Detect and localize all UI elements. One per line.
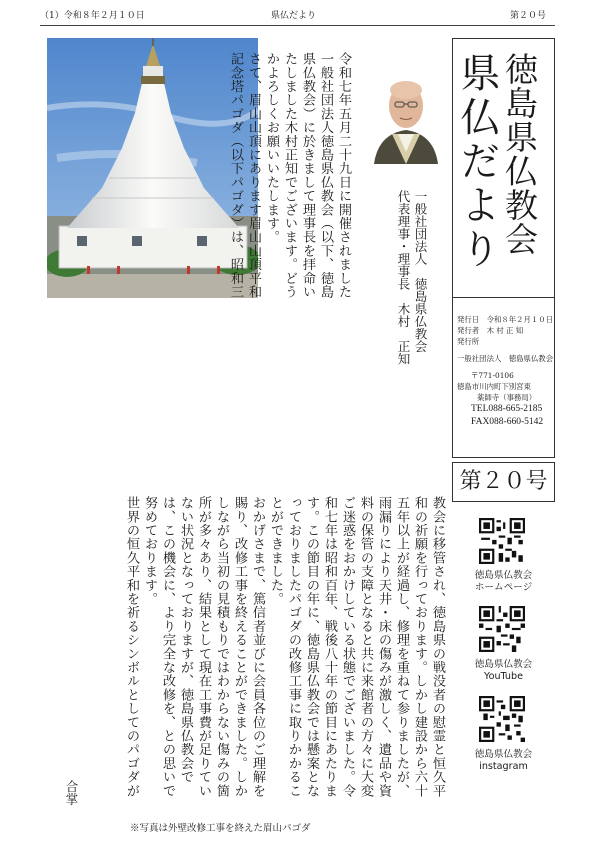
header-title: 県仏だより bbox=[271, 11, 317, 21]
qr-youtube-label bbox=[452, 659, 555, 683]
publication-info bbox=[452, 298, 555, 458]
info-org: 一般社団法人 徳島県仏教会 bbox=[457, 354, 554, 363]
qr-label-line2: instagram bbox=[479, 761, 528, 772]
masthead-title: 県仏だより bbox=[454, 52, 500, 272]
qr-homepage-label bbox=[452, 570, 555, 594]
author-title: 一般社団法人 徳島県仏教会 代表理事・理事長 木村 正知 bbox=[396, 190, 428, 365]
qr-label-line2: ホームページ bbox=[474, 582, 533, 593]
article-column-upper: 令和七年五月二十九日に開催されました一般社団法人徳島県仏教会（以下、徳島県仏教会）に於きまして理事長を拝命いたしました木村正知でございます。どうかよろしくお願いいたします。 さて、眉山山頂にあります眉山山頂平和記念塔パゴダ（以下パゴダ）は、昭和三 bbox=[228, 52, 351, 299]
qr-label-line1: 徳島県仏教会 bbox=[474, 659, 533, 670]
photo-caption: ※写真は外壁改修工事を終えた眉山パゴダ bbox=[130, 823, 311, 834]
qr-instagram-label bbox=[452, 749, 555, 773]
qr-code-icon[interactable] bbox=[479, 696, 525, 742]
qr-code-icon[interactable] bbox=[479, 606, 525, 652]
header-issue-number: 第２０号 bbox=[510, 11, 547, 21]
issue-number-box: 第２０号 bbox=[452, 462, 555, 502]
qr-label-line1: 徳島県仏教会 bbox=[474, 570, 533, 581]
qr-label-line1: 徳島県仏教会 bbox=[474, 749, 533, 760]
info-office-label: 発行所 bbox=[457, 337, 480, 346]
article-column-lower: 教会に移管され、徳島県の戦没者の慰霊と恒久平和の祈願を行っております。しかし建設から六十五年以上が経過し、修理を重ねて参りましたが、雨漏りにより天井・床の傷みが激しく、遺品や資料の保管の支障となると共に来館者の方々に大変ご迷惑をおかけしている状態でございました。令和七年は昭和百年、戦後八十年の節目にあたります。この節目の年に、徳島県仏教会では懸案となっておりましたパゴダの改修工事に取りかかることができました。 おかげさまで、篤信者並びに会員各位のご理解を賜り、改修工事を終えることができました。しかしながら当初の見積もりではわからない傷みの箇所が多々あり、結果として現在工事費が足りていない状況となっておりますが、徳島県仏教会では、この機会に、より完全な改修を、との思いで努めております。 世界の恒久平和を祈るシンボルとしてのパゴダが bbox=[124, 496, 445, 798]
info-publisher: 発行者 木 村 正 知 bbox=[457, 326, 524, 335]
header-rule bbox=[40, 25, 555, 26]
info-fax: FAX088-660-5142 bbox=[471, 417, 544, 427]
info-postal: 〒771-0106 bbox=[471, 371, 514, 380]
article-column-photo-side bbox=[47, 302, 257, 480]
masthead-org: 徳島県仏教会 bbox=[500, 52, 539, 256]
signoff: 合掌 bbox=[64, 780, 79, 805]
info-date: 発行日 令和８年２月１０日 bbox=[457, 315, 554, 324]
info-address2: 薬師寺（事務局） bbox=[477, 393, 537, 402]
qr-code-icon[interactable] bbox=[479, 518, 525, 564]
header-issue-date: （1）令和８年２月１０日 bbox=[40, 11, 145, 21]
info-address1: 徳島市川内町下別宮東 bbox=[457, 382, 531, 391]
info-tel: TEL088-665-2185 bbox=[471, 404, 543, 414]
qr-label-line2: YouTube bbox=[483, 671, 523, 682]
author-portrait bbox=[368, 68, 444, 164]
